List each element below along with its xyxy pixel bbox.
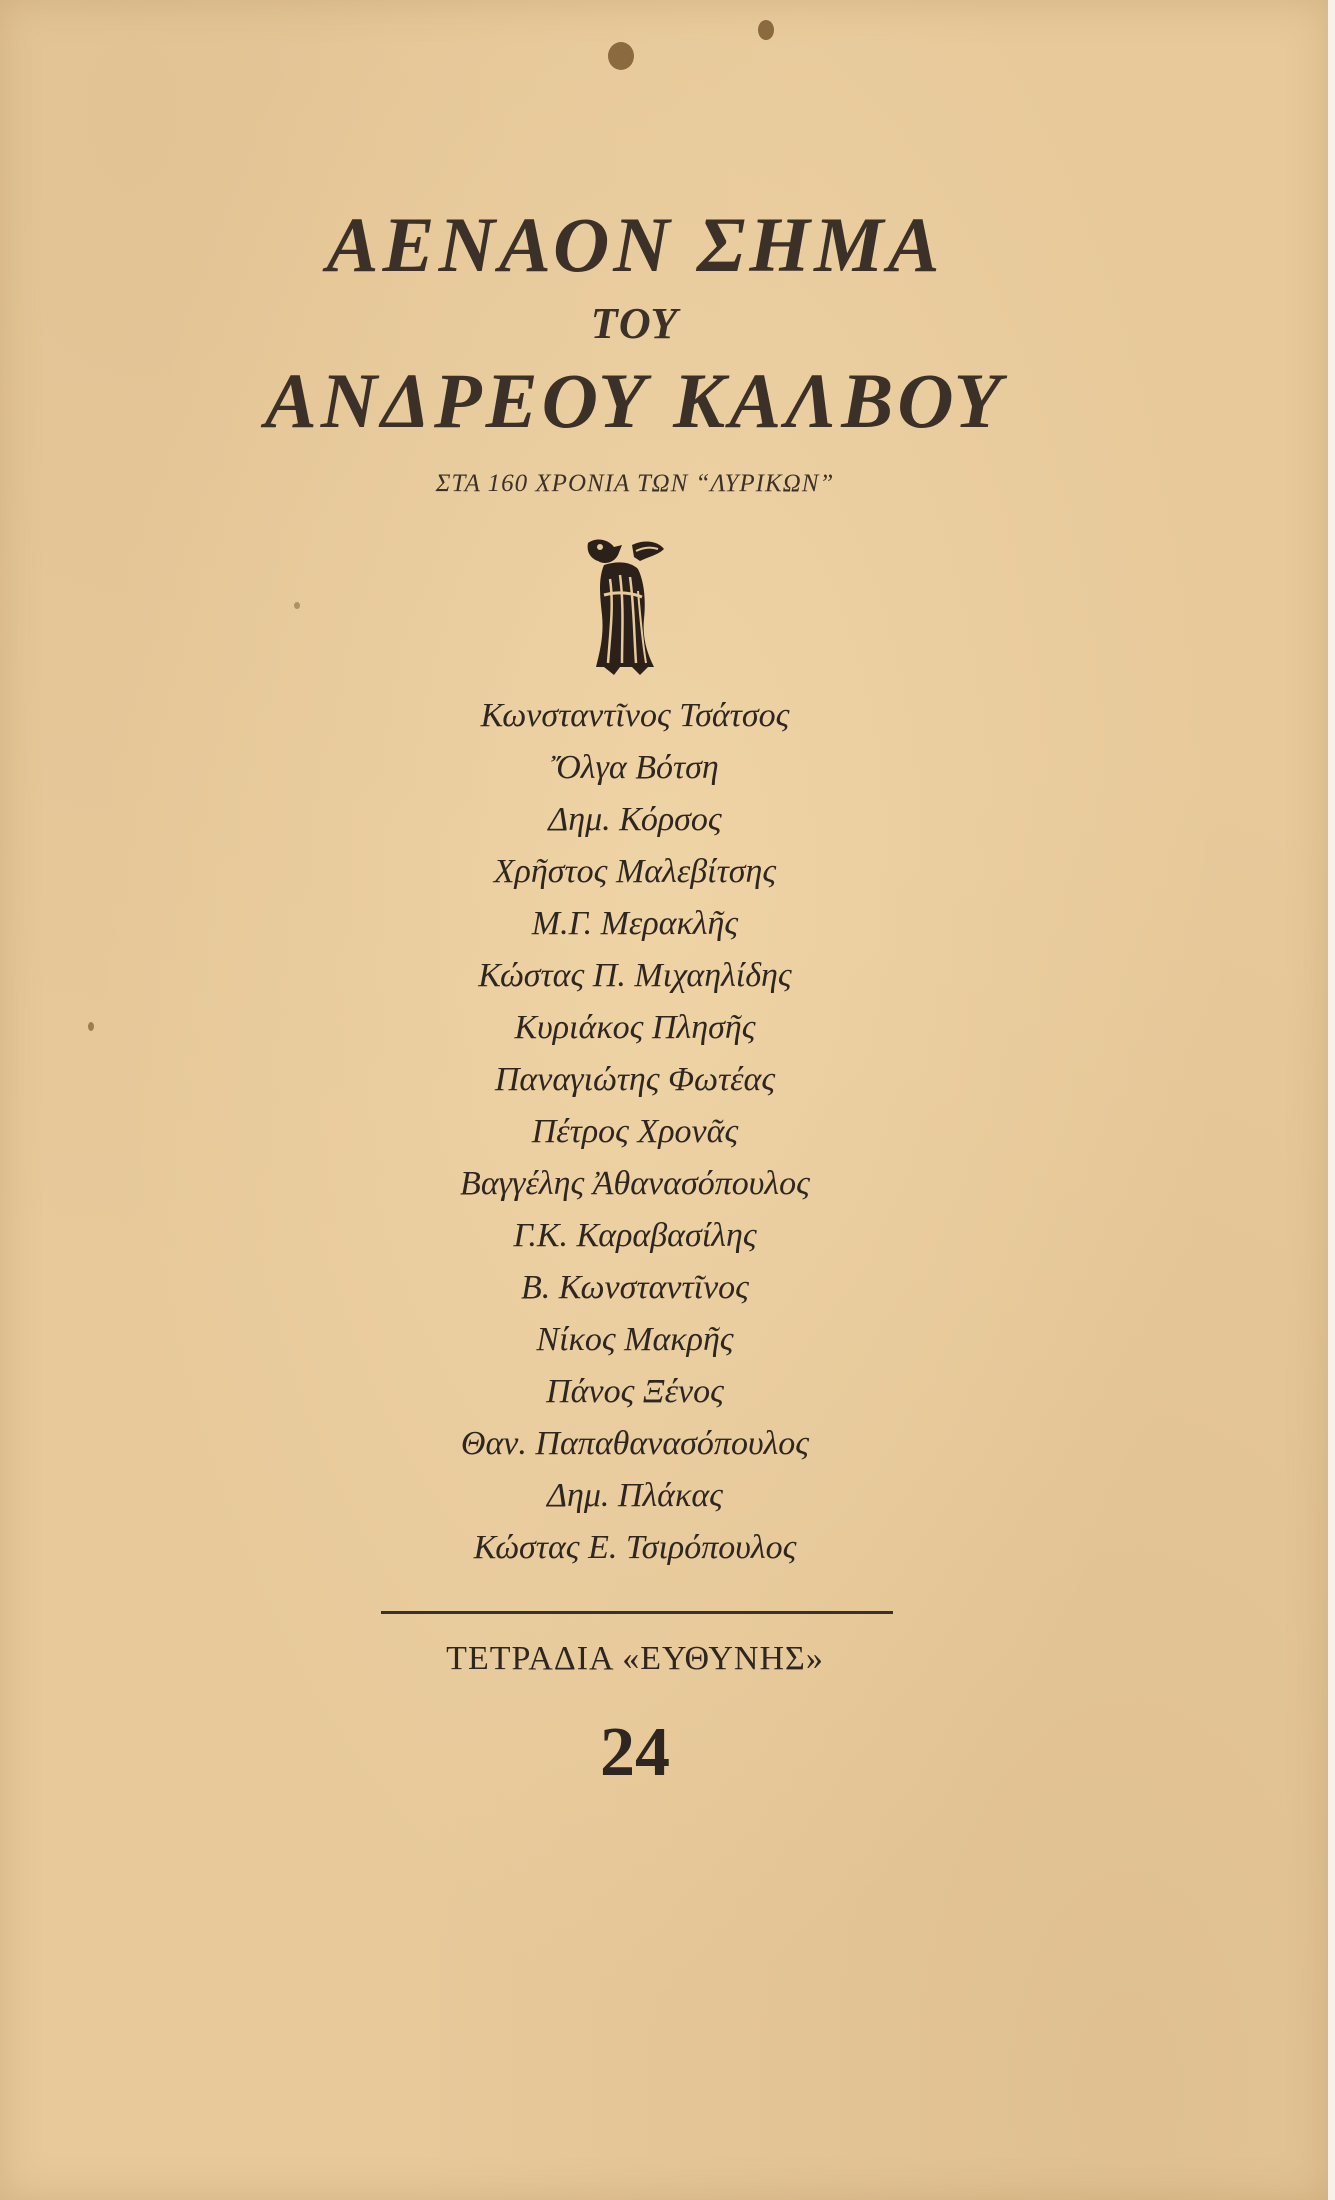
stain-spot bbox=[294, 602, 300, 609]
author-name: Νίκος Μακρῆς bbox=[536, 1321, 734, 1358]
author-name: Μ.Γ. Μερακλῆς bbox=[531, 905, 739, 942]
author-name: Δημ. Κόρσος bbox=[548, 801, 722, 838]
author-name: Δημ. Πλάκας bbox=[547, 1477, 723, 1514]
divider-rule bbox=[381, 1611, 893, 1614]
author-name: Βαγγέλης Ἀθανασόπουλος bbox=[460, 1165, 810, 1202]
author-name: Πέτρος Χρονᾶς bbox=[531, 1113, 739, 1150]
author-name: Β. Κωνσταντῖνος bbox=[521, 1269, 749, 1306]
author-list bbox=[0, 690, 1270, 1574]
author-name: Κωνσταντῖνος Τσάτσος bbox=[480, 697, 790, 734]
author-name: Κώστας Ε. Τσιρόπουλος bbox=[473, 1529, 797, 1566]
ancient-figure-icon bbox=[574, 535, 678, 675]
author-name: Παναγιώτης Φωτέας bbox=[494, 1061, 776, 1098]
author-name: Ὄλγα Βότση bbox=[551, 749, 719, 786]
author-name: Πάνος Ξένος bbox=[546, 1373, 724, 1410]
title-line-3: ΑΝΔΡΕΟΥ ΚΑΛΒΟΥ bbox=[264, 357, 1006, 444]
title-line-1: ΑΕΝΑΟΝ ΣΗΜΑ bbox=[326, 201, 944, 288]
stain-spot bbox=[758, 20, 774, 40]
author-name: Κυριάκος Πλησῆς bbox=[514, 1009, 756, 1046]
page-edge bbox=[1328, 0, 1335, 2200]
author-name: Χρῆστος Μαλεβίτσης bbox=[493, 853, 777, 890]
subtitle: ΣΤΑ 160 ΧΡΟΝΙΑ ΤΩΝ “ΛΥΡΙΚΩΝ” bbox=[435, 470, 835, 497]
stain-spot bbox=[608, 42, 634, 70]
author-name: Γ.Κ. Καραβασίλης bbox=[513, 1217, 757, 1254]
title-line-2: ΤΟΥ bbox=[590, 299, 680, 348]
author-name: Θαν. Παπαθανασόπουλος bbox=[460, 1425, 810, 1462]
issue-number: 24 bbox=[600, 1714, 670, 1791]
series-name: ΤΕΤΡΑΔΙΑ «ΕΥΘΥΝΗΣ» bbox=[446, 1640, 824, 1677]
author-name: Κώστας Π. Μιχαηλίδης bbox=[478, 957, 792, 994]
